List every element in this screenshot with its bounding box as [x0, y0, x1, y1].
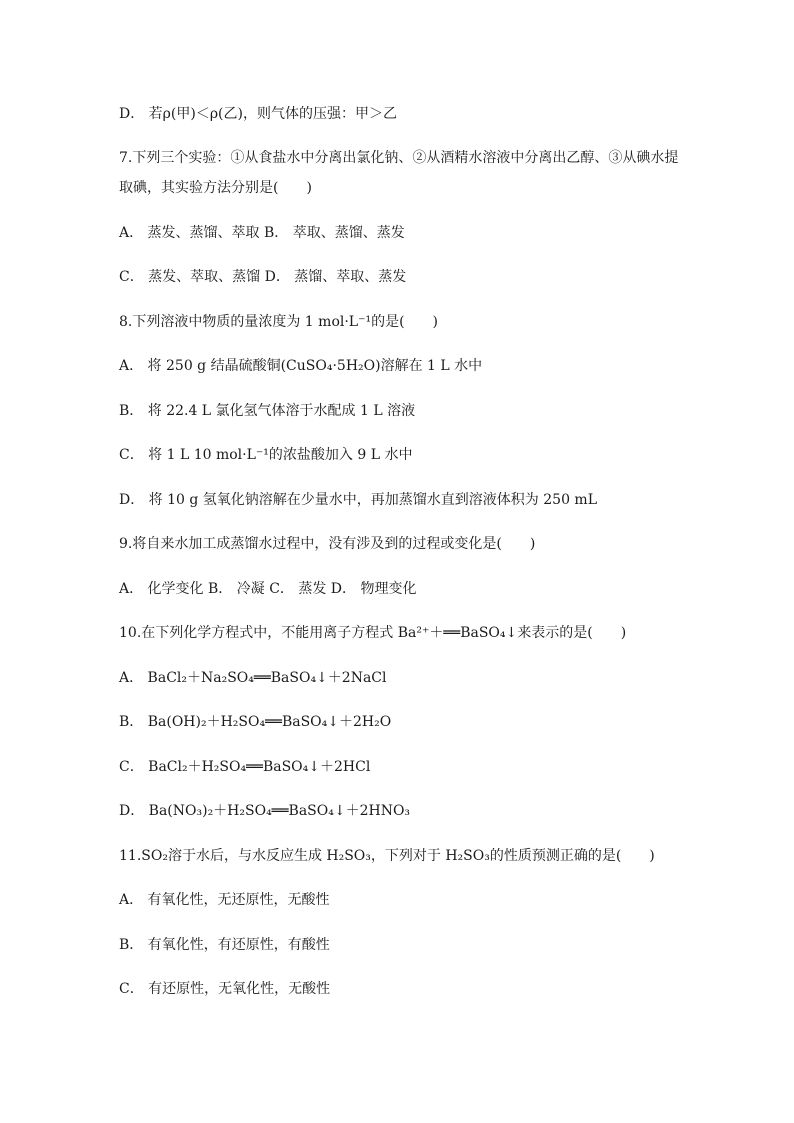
q6-option-d: D． 若ρ(甲)＜ρ(乙)，则气体的压强：甲＞乙	[119, 106, 397, 122]
q7-options-cd: C． 蒸发、萃取、蒸馏 D． 蒸馏、萃取、蒸发	[119, 269, 407, 285]
q8-option-c: C． 将 1 L 10 mol·L⁻¹的浓盐酸加入 9 L 水中	[119, 447, 413, 463]
q11-stem: 11.SO₂溶于水后，与水反应生成 H₂SO₃，下列对于 H₂SO₃的性质预测正确的是( )	[119, 848, 655, 864]
q11-option-b: B． 有氧化性，有还原性，有酸性	[119, 937, 330, 953]
q11-option-a: A． 有氧化性，无还原性，无酸性	[119, 892, 330, 908]
q10-option-a: A． BaCl₂＋Na₂SO₄══BaSO₄↓＋2NaCl	[119, 670, 387, 686]
q9-stem: 9.将自来水加工成蒸馏水过程中，没有涉及到的过程或变化是( )	[119, 536, 536, 552]
q7-stem-line1: 7.下列三个实验：①从食盐水中分离出氯化钠、②从酒精水溶液中分离出乙醇、③从碘水提	[119, 150, 679, 166]
q11-option-c: C． 有还原性，无氧化性，无酸性	[119, 981, 331, 997]
q10-option-b: B． Ba(OH)₂＋H₂SO₄══BaSO₄↓＋2H₂O	[119, 714, 392, 730]
q8-option-b: B． 将 22.4 L 氯化氢气体溶于水配成 1 L 溶液	[119, 403, 416, 419]
q9-options: A． 化学变化 B． 冷凝 C． 蒸发 D． 物理变化	[119, 581, 417, 597]
q8-stem: 8.下列溶液中物质的量浓度为 1 mol·L⁻¹的是( )	[119, 314, 439, 330]
q7-stem-line2: 取碘，其实验方法分别是( )	[119, 180, 312, 196]
q10-option-d: D． Ba(NO₃)₂＋H₂SO₄══BaSO₄↓＋2HNO₃	[119, 803, 411, 819]
q8-option-a: A． 将 250 g 结晶硫酸铜(CuSO₄·5H₂O)溶解在 1 L 水中	[119, 358, 483, 374]
q7-options-ab: A． 蒸发、蒸馏、萃取 B． 萃取、蒸馏、蒸发	[119, 225, 405, 241]
q10-stem: 10.在下列化学方程式中，不能用离子方程式 Ba²⁺＋══BaSO₄↓来表示的是( )	[119, 625, 627, 641]
q8-option-d: D． 将 10 g 氢氧化钠溶解在少量水中，再加蒸馏水直到溶液体积为 250 mL	[119, 492, 597, 508]
q10-option-c: C． BaCl₂＋H₂SO₄══BaSO₄↓＋2HCl	[119, 759, 371, 775]
